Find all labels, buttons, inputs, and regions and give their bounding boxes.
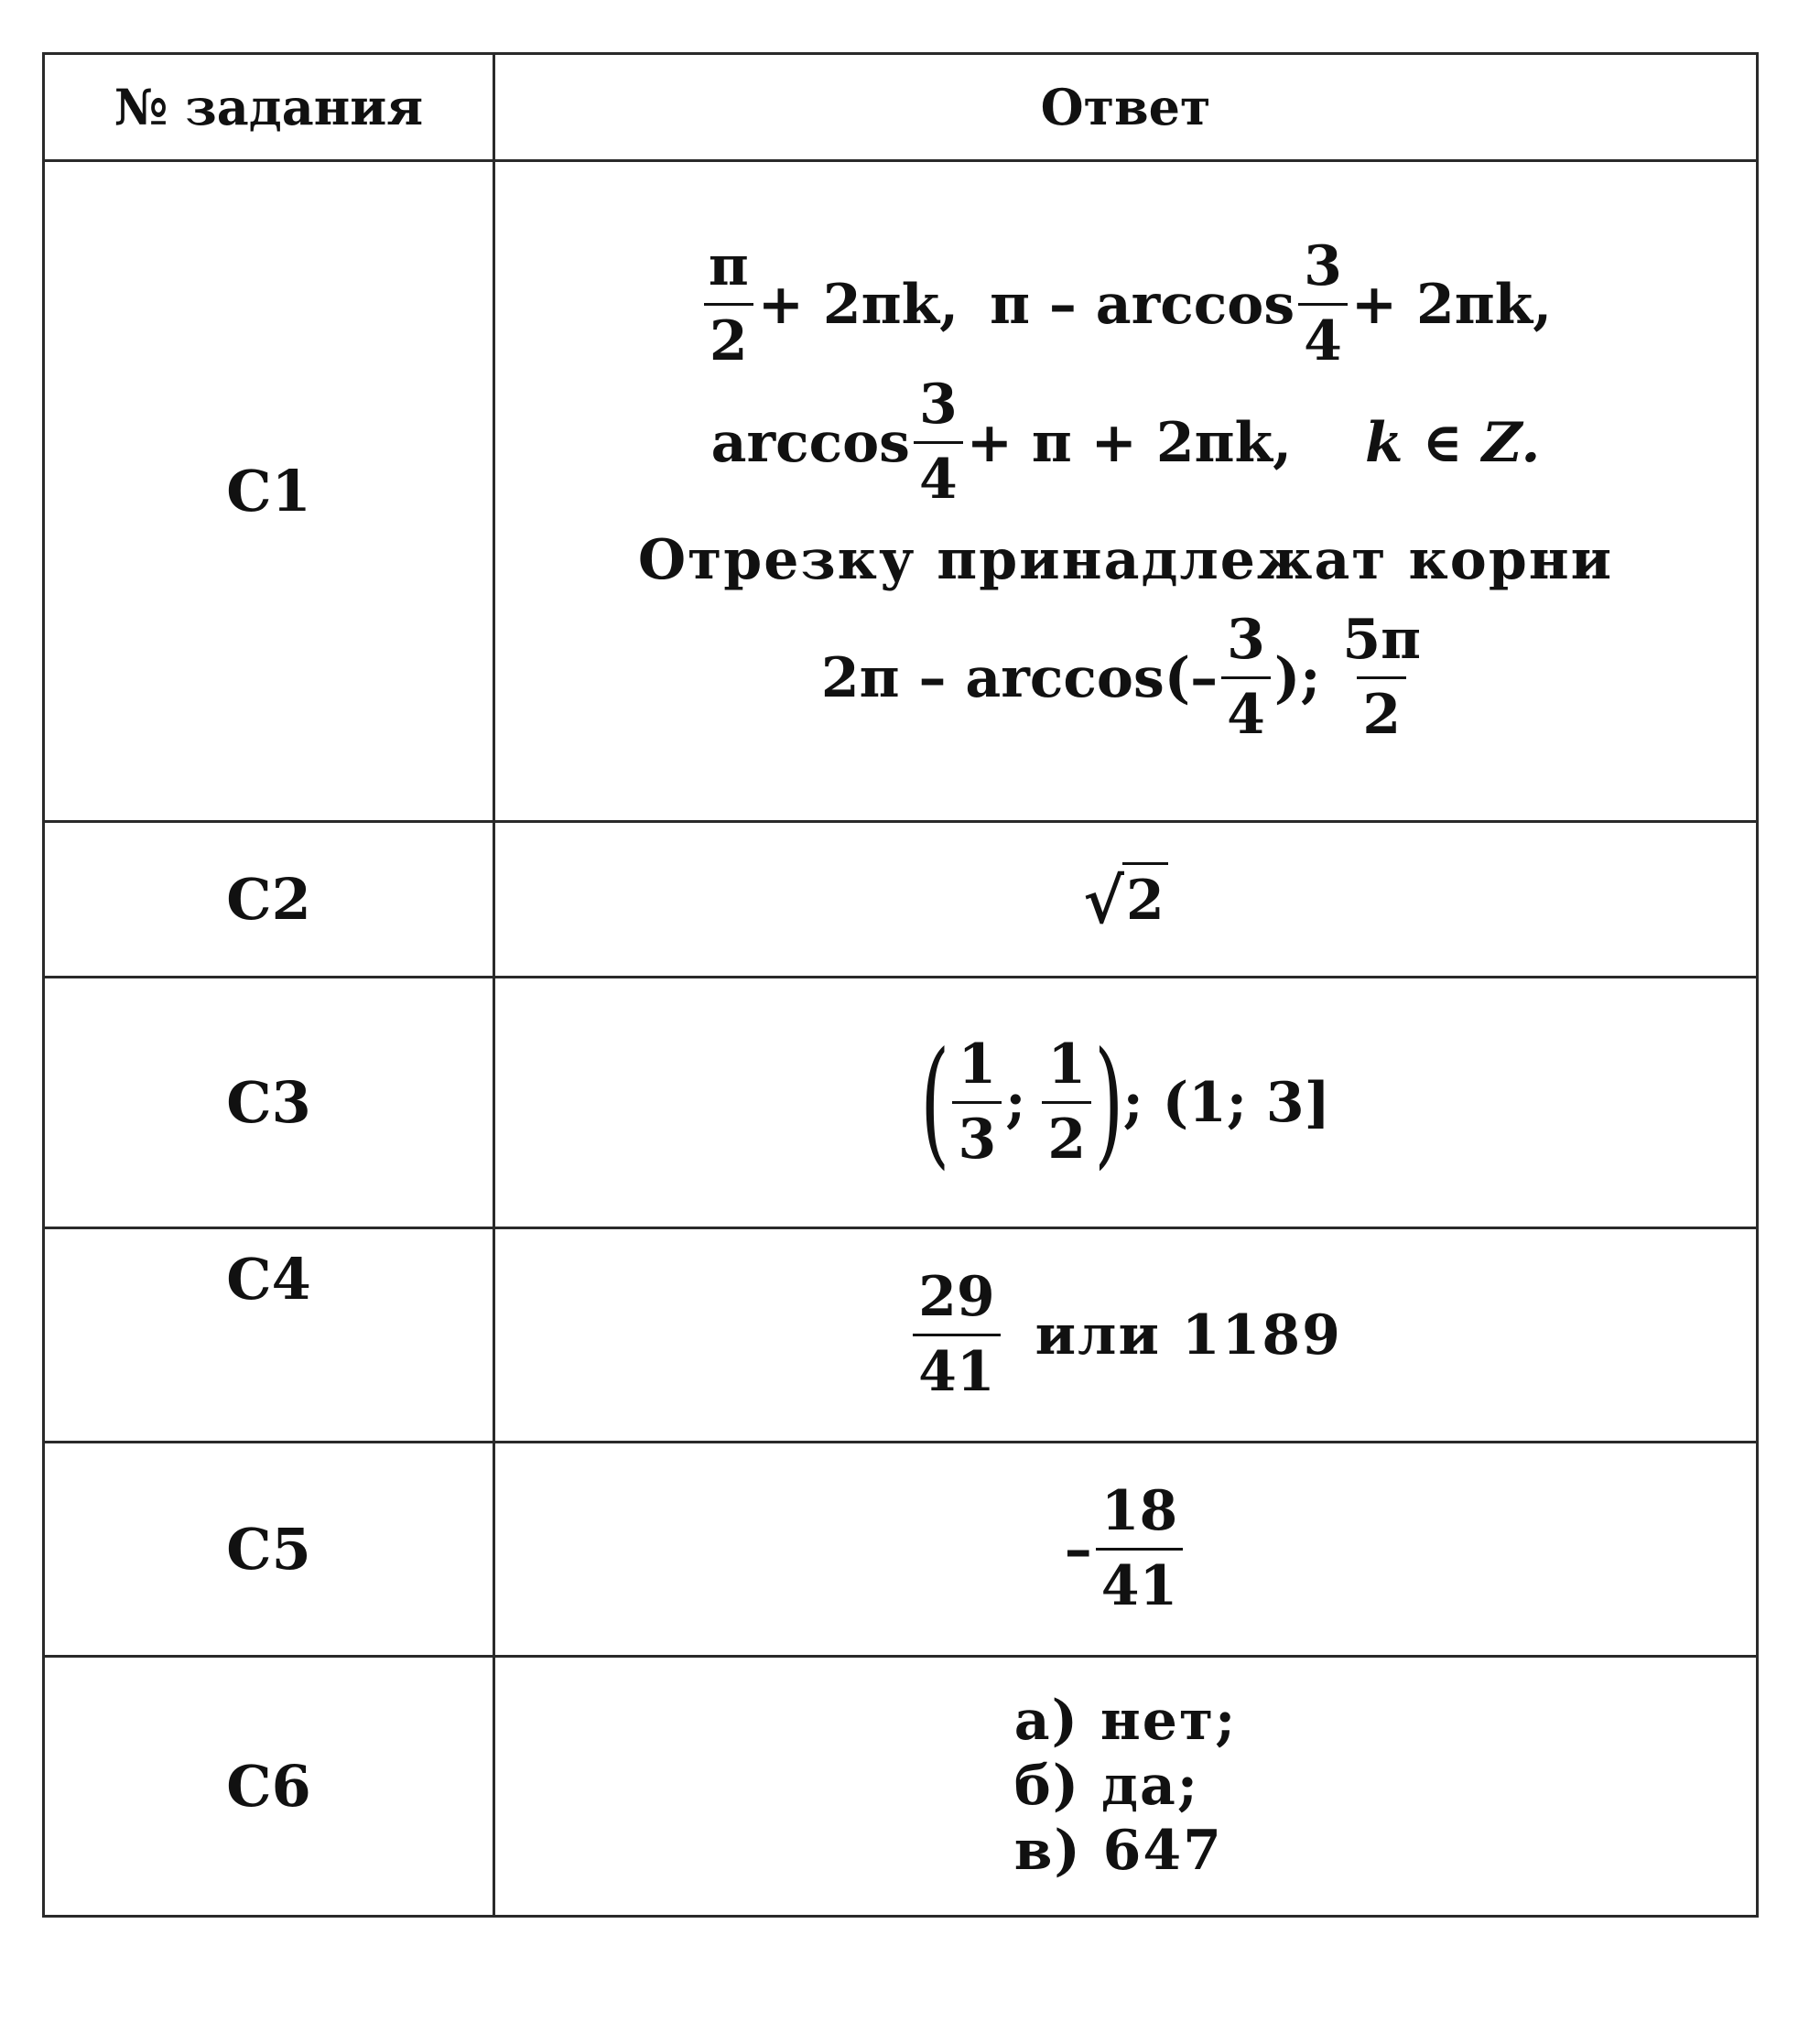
fraction: $\frac{5\pi}{2}$ [1342, 608, 1422, 747]
answer-c1 [494, 161, 1758, 822]
fraction: $\frac{1}{2}$ [1042, 1036, 1091, 1169]
table-row-c2 [44, 822, 1758, 978]
table-row-c1 [44, 161, 1758, 822]
answer-c3: ( $\frac{1}{3}$ ; $\frac{1}{2}$ ) ; (1; 3] [494, 978, 1758, 1228]
answer-header: Ответ [494, 54, 1758, 161]
task-number-header: № задания [44, 54, 494, 161]
task-label-c5: C5 [44, 1443, 494, 1657]
table-row-c4 [44, 1228, 1758, 1443]
answer-c6 [494, 1657, 1758, 1917]
fraction: $\frac{\pi}{2}$ [703, 238, 754, 371]
task-label-c6: C6 [44, 1657, 494, 1917]
square-root: √ 2 [1083, 862, 1167, 933]
header-row [44, 54, 1758, 161]
fraction: $\frac{3}{4}$ [1221, 611, 1271, 744]
list-item: в) 647 [1013, 1818, 1223, 1883]
fraction: $\frac{3}{4}$ [914, 376, 963, 509]
answer-c5: – $\frac{18}{41}$ [494, 1443, 1758, 1657]
fraction: $\frac{3}{4}$ [1298, 238, 1348, 371]
table-row-c3 [44, 978, 1758, 1228]
answers-table [42, 52, 1759, 1918]
c6-answer-list [1014, 1689, 1238, 1883]
task-label-c3: C3 [44, 978, 494, 1228]
table-row-c5 [44, 1443, 1758, 1657]
fraction: $\frac{18}{41}$ [1096, 1483, 1184, 1616]
c1-line-4: 2π – arccos(– $\frac{3}{4}$ ); $\frac{5\pi}{2}$ [495, 611, 1756, 744]
task-label-c4: C4 [44, 1228, 494, 1443]
c1-line-3: Отрезку принадлежат корни [637, 528, 1614, 592]
table-row-c6 [44, 1657, 1758, 1917]
list-item: б) да; [1013, 1754, 1200, 1819]
answer-c4: $\frac{29}{41}$ или 1189 [494, 1228, 1758, 1443]
fraction: $\frac{29}{41}$ [913, 1269, 1001, 1401]
fraction: $\frac{1}{3}$ [952, 1036, 1002, 1169]
answer-c2 [494, 822, 1758, 978]
task-label-c1: C1 [44, 161, 494, 822]
c1-line-2: arccos $\frac{3}{4}$ + π + 2πk, k ∈ Z. [710, 373, 1541, 512]
task-label-c2: C2 [44, 822, 494, 978]
c1-line-1: $\frac{\pi}{2}$ + 2πk, π – arccos $\frac{3}{4}$ + 2πk, [495, 238, 1756, 371]
list-item: а) нет; [1013, 1689, 1238, 1754]
